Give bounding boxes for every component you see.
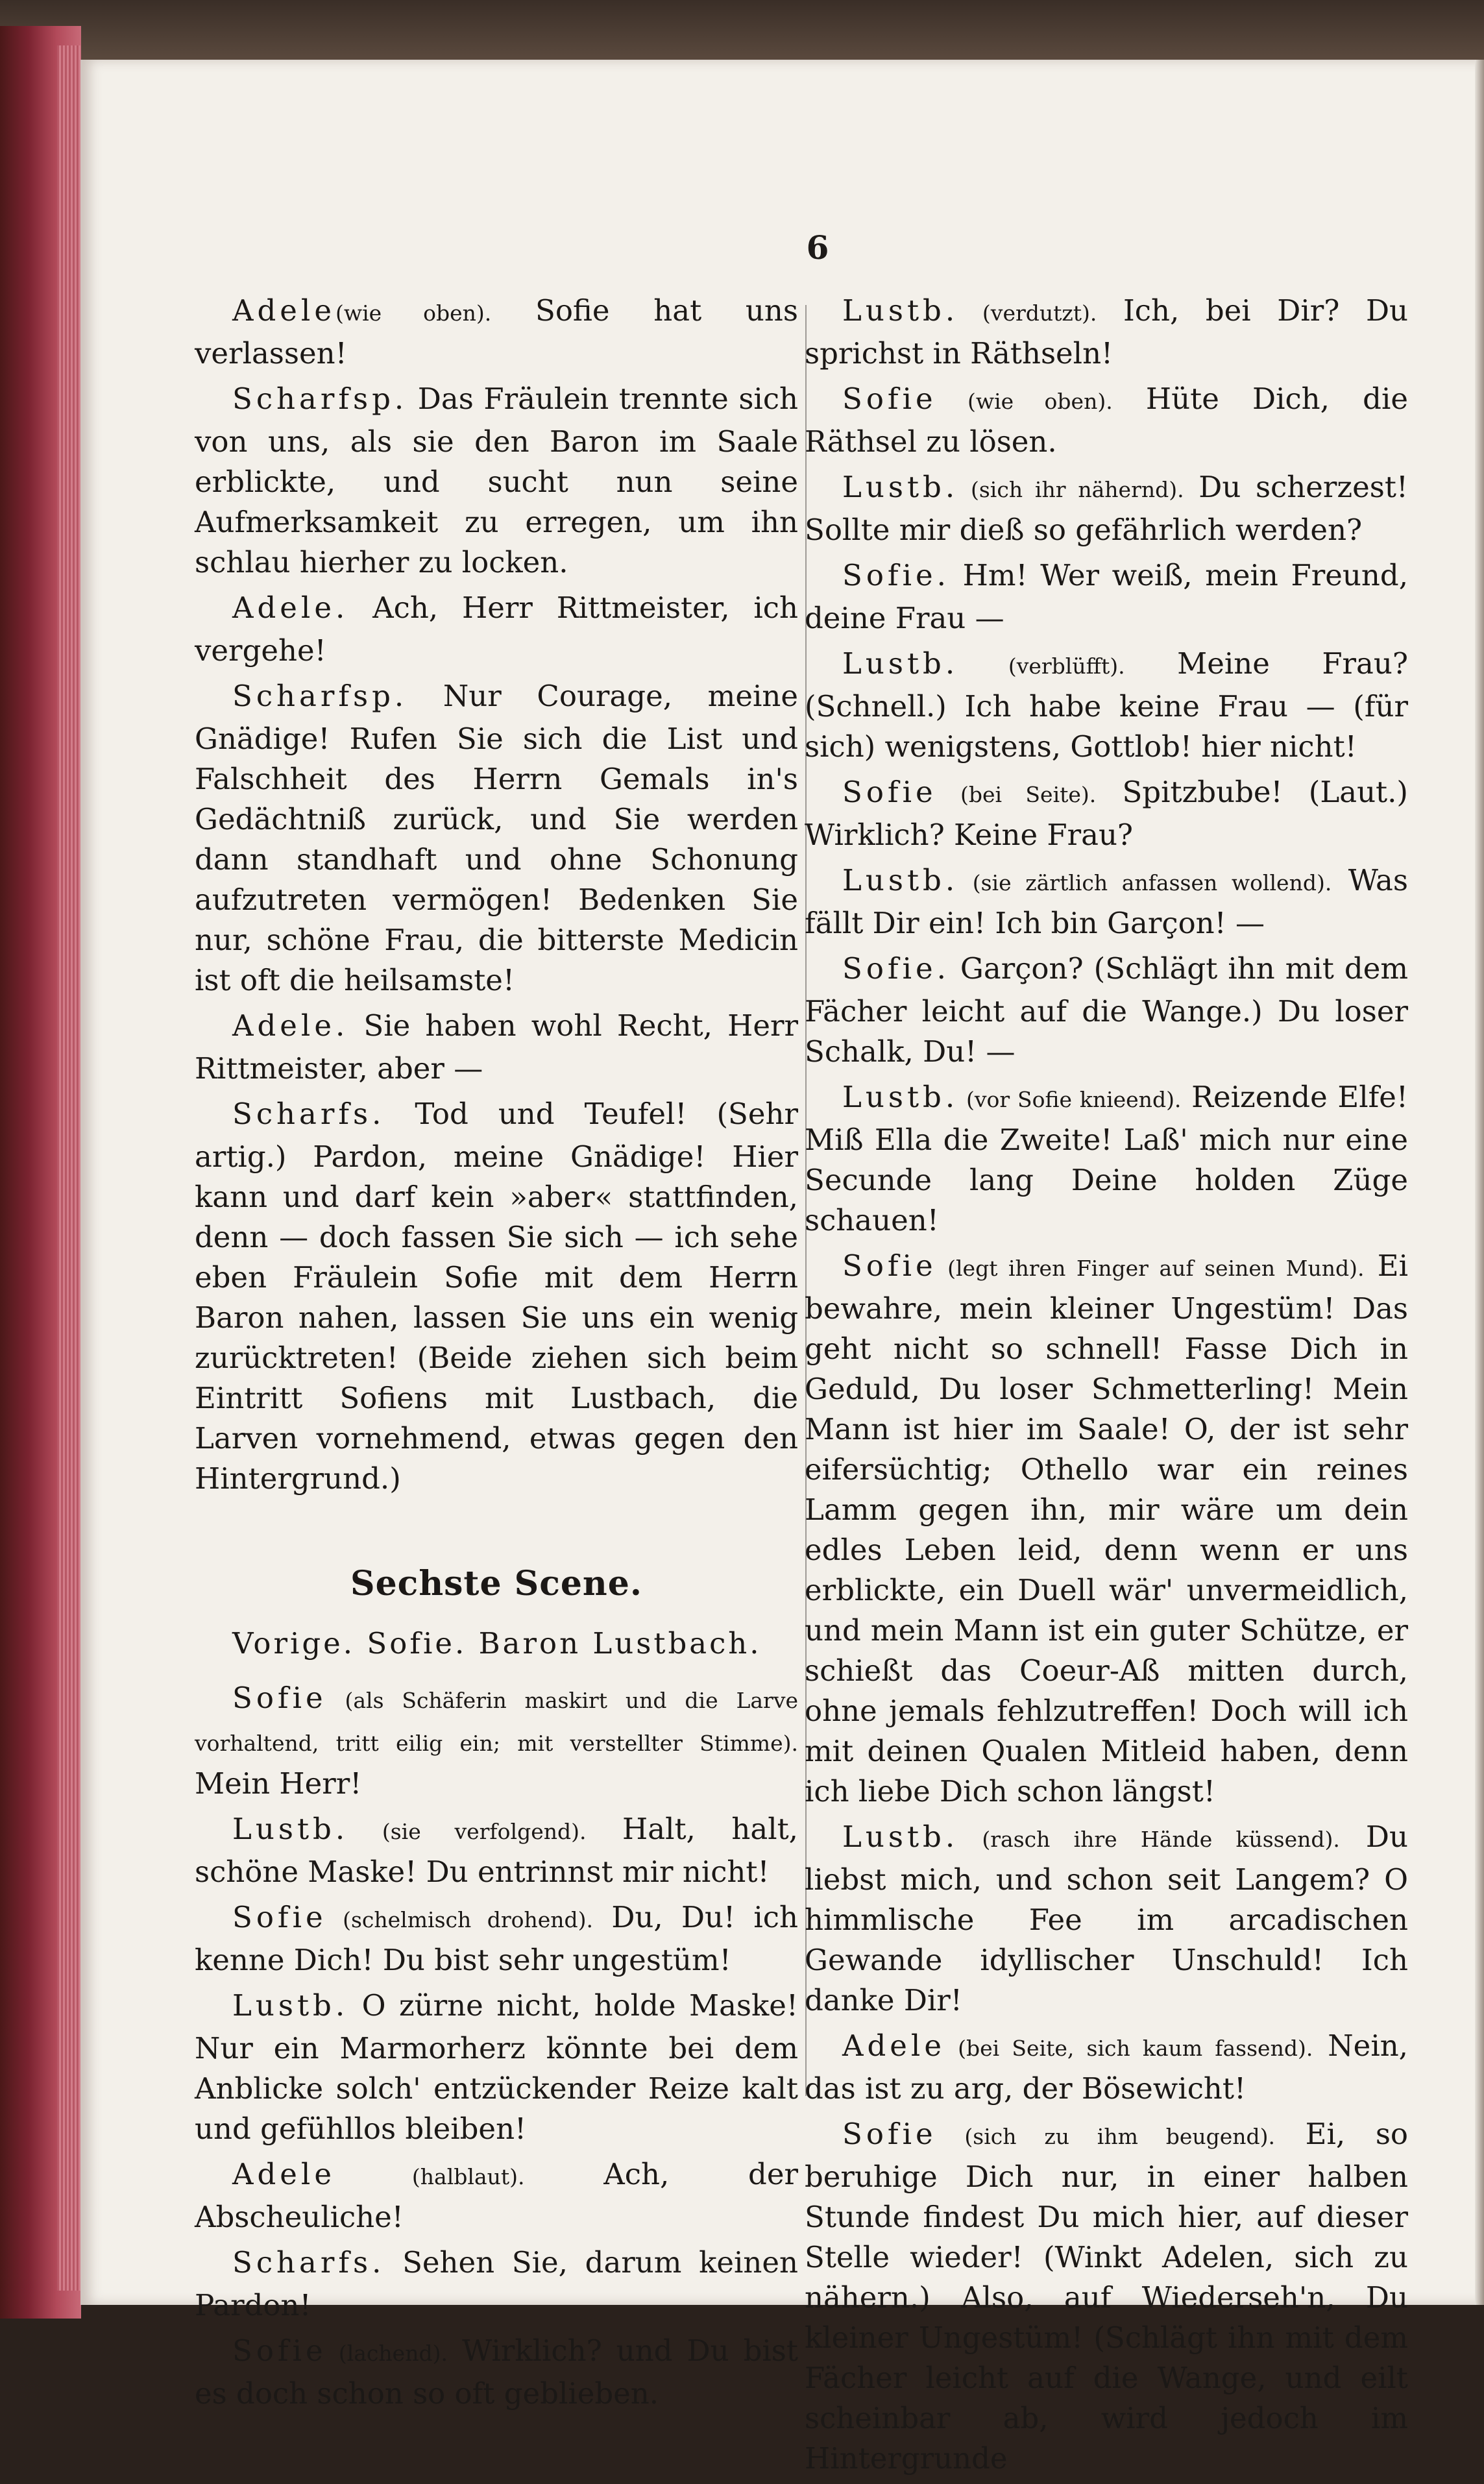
dialogue-paragraph xyxy=(195,2331,798,2414)
left-paragraphs-after-scene xyxy=(195,1678,798,2414)
speaker-name: Adele xyxy=(842,2028,945,2063)
speech-text: Du liebst mich, und schon seit Langem? O himmlische Fee im arcadischen Gewande idyllischer Unschuld! Ich danke Dir! xyxy=(805,1820,1408,2017)
speaker-name: Lustb. xyxy=(842,293,959,328)
stage-direction: (sich zu ihm beugend). xyxy=(936,2124,1276,2149)
stage-direction: (wie oben). xyxy=(335,300,492,326)
speaker-name: Sofie xyxy=(842,1248,937,1283)
stage-direction: (als Schäferin maskirt und die Larve vorhaltend, tritt eilig ein; mit verstellter Stimme). xyxy=(195,1688,798,1756)
dialogue-paragraph xyxy=(195,379,798,583)
dialogue-paragraph xyxy=(195,1809,798,1892)
dialogue-paragraph xyxy=(195,2154,798,2237)
right-paragraphs xyxy=(805,291,1408,2479)
left-paragraphs-before-scene xyxy=(195,291,798,1499)
speaker-name: Lustb. xyxy=(232,1812,349,1846)
left-column xyxy=(195,291,798,2419)
dialogue-paragraph xyxy=(805,1817,1408,2021)
speech-text: Wirklich? und Du bist es doch schon so oft geblieben. xyxy=(195,2333,798,2411)
speech-text: Sehen Sie, darum keinen Pardon! xyxy=(195,2245,798,2322)
speech-text: Was fällt Dir ein! Ich bin Garçon! — xyxy=(805,863,1408,940)
speaker-name: Lustb. xyxy=(842,863,959,897)
speech-text: Ei bewahre, mein kleiner Ungestüm! Das geht nicht so schnell! Fasse Dich in Geduld, Du loser Schmetterling! Mein Mann ist hier im Saale! O, der ist sehr eifersüchtig; Othello war ein reines Lamm gegen ihn, mir wäre um dein edles Leben leid, denn wenn er uns erblickte, ein Duell wär' unvermeidlich, und mein Mann ist ein guter Schütze, er schießt das Coeur-Aß mitten durch, ohne jemals fehlzutreffen! Doch will ich mit deinen Qualen Mitleid haben, denn ich liebe Dich schon längst! xyxy=(805,1248,1409,1808)
speaker-name: Adele xyxy=(232,2157,335,2191)
speech-text: Sie haben wohl Recht, Herr Rittmeister, aber — xyxy=(195,1008,798,1086)
cast-list: Vorige. Sofie. Baron Lustbach. xyxy=(232,1626,762,1661)
speaker-name: Sofie xyxy=(232,2333,327,2368)
dialogue-paragraph xyxy=(195,1897,798,1980)
dialogue-paragraph xyxy=(195,1006,798,1089)
dialogue-paragraph xyxy=(805,644,1408,767)
speech-text: Nur Courage, meine Gnädige! Rufen Sie sich die List und Falschheit des Herrn Gemals in's Gedächtniß zurück, und Sie werden dann standhaft und ohne Schonung aufzutreten vermögen! Bedenken Sie nur, schöne Frau, die bitterste Medicin ist oft die heilsamste! xyxy=(195,679,798,997)
dialogue-paragraph xyxy=(805,2114,1408,2479)
speaker-name: Sofie xyxy=(842,2117,937,2151)
stage-direction: (bei Seite, sich kaum fassend). xyxy=(945,2036,1313,2061)
speech-text: Spitzbube! (Laut.) Wirklich? Keine Frau? xyxy=(805,775,1408,852)
book-binding-top xyxy=(0,0,1484,62)
speech-text: O zürne nicht, holde Maske! Nur ein Marmorherz könnte bei dem Anblicke solch' entzückender Reize kalt und gefühllos bleiben! xyxy=(195,1988,798,2146)
stage-direction: (sich ihr nähernd). xyxy=(958,477,1184,502)
right-column xyxy=(805,291,1408,2484)
stage-direction: (sie zärtlich anfassen wollend). xyxy=(958,870,1332,895)
stage-direction: (vor Sofie knieend). xyxy=(958,1087,1182,1112)
speaker-name: Scharfsp. xyxy=(232,679,408,713)
dialogue-paragraph xyxy=(195,676,798,1001)
dialogue-paragraph xyxy=(195,588,798,671)
speech-text: Hüte Dich, die Räthsel zu lösen. xyxy=(805,382,1408,459)
dialogue-paragraph xyxy=(805,949,1408,1072)
speech-text: Nein, das ist zu arg, der Bösewicht! xyxy=(805,2028,1408,2106)
speaker-name: Sofie xyxy=(842,382,937,416)
stage-direction: (rasch ihre Hände küssend). xyxy=(958,1827,1340,1852)
speech-text: Meine Frau? (Schnell.) Ich habe keine Frau — (für sich) wenigstens, Gottlob! hier nicht! xyxy=(805,646,1408,764)
speaker-name: Adele xyxy=(232,293,335,328)
speech-text: Garçon? (Schlägt ihn mit dem Fächer leicht auf die Wange.) Du loser Schalk, Du! — xyxy=(805,951,1408,1069)
stage-direction: (legt ihren Finger auf seinen Mund). xyxy=(936,1256,1365,1281)
speaker-name: Adele. xyxy=(232,591,349,625)
dialogue-paragraph xyxy=(805,772,1408,855)
speaker-name: Lustb. xyxy=(842,1820,959,1854)
speech-text: Ach, der Abscheuliche! xyxy=(195,2157,798,2234)
speaker-name: Lustb. xyxy=(842,470,959,504)
speaker-name: Scharfsp. xyxy=(232,382,408,416)
speech-text: Ach, Herr Rittmeister, ich vergehe! xyxy=(195,591,798,668)
dialogue-paragraph xyxy=(195,1094,798,1499)
dialogue-paragraph xyxy=(805,1077,1408,1241)
stage-direction: (halblaut). xyxy=(335,2164,525,2189)
page-right-edge xyxy=(1475,60,1484,2305)
dialogue-paragraph xyxy=(805,860,1408,944)
speaker-name: Adele. xyxy=(232,1008,349,1043)
dialogue-paragraph xyxy=(195,291,798,374)
dialogue-paragraph xyxy=(805,467,1408,550)
stage-direction: (verdutzt). xyxy=(958,300,1097,326)
speech-text: Du scherzest! Sollte mir dieß so gefährlich werden? xyxy=(805,470,1408,547)
dialogue-paragraph xyxy=(805,555,1408,639)
dialogue-paragraph xyxy=(195,1678,798,1804)
speaker-name: Sofie xyxy=(232,1681,327,1715)
speech-text: Tod und Teufel! (Sehr artig.) Pardon, meine Gnädige! Hier kann und darf kein »aber« stattfinden, denn — doch fassen Sie sich — ich sehe eben Fräulein Sofie mit dem Herrn Baron nahen, lassen Sie uns ein wenig zurücktreten! (Beide ziehen sich beim Eintritt Sofiens mit Lustbach, die Larven vornehmend, etwas gegen den Hintergrund.) xyxy=(195,1097,798,1496)
stage-direction: (wie oben). xyxy=(936,389,1113,414)
stage-direction: (lachend). xyxy=(326,2341,448,2366)
speaker-name: Sofie. xyxy=(842,558,950,592)
dialogue-paragraph xyxy=(805,2026,1408,2109)
speech-text: Du, Du! ich kenne Dich! Du bist sehr ungestüm! xyxy=(195,1900,798,1977)
stage-direction: (schelmisch drohend). xyxy=(326,1907,594,1932)
speaker-name: Lustb. xyxy=(842,646,959,681)
dialogue-paragraph xyxy=(195,2243,798,2326)
dialogue-paragraph xyxy=(195,1986,798,2149)
scene-title: Sechste Scene. xyxy=(350,1564,642,1603)
speaker-name: Sofie xyxy=(842,775,937,809)
speech-text: Das Fräulein trennte sich von uns, als sie den Baron im Saale erblickte, und sucht nun seine Aufmerksamkeit zu erregen, um ihn schlau hierher zu locken. xyxy=(195,382,798,579)
speech-text: Sofie hat uns verlassen! xyxy=(195,293,798,371)
stage-direction: (verblüfft). xyxy=(958,653,1125,679)
speaker-name: Sofie. xyxy=(842,951,950,986)
speech-text: Halt, halt, schöne Maske! Du entrinnst mir nicht! xyxy=(195,1812,798,1889)
dialogue-paragraph xyxy=(805,291,1408,374)
dialogue-paragraph xyxy=(805,379,1408,462)
speech-text: Mein Herr! xyxy=(195,1766,362,1801)
speaker-name: Sofie xyxy=(232,1900,327,1934)
dialogue-paragraph xyxy=(805,1246,1408,1812)
page-edges xyxy=(57,45,80,2291)
speaker-name: Scharfs. xyxy=(232,2245,385,2280)
speaker-name: Scharfs. xyxy=(232,1097,385,1131)
stage-direction: (bei Seite). xyxy=(936,782,1097,807)
page-number: 6 xyxy=(806,228,829,267)
stage-direction: (sie verfolgend). xyxy=(348,1819,587,1844)
speech-text: Hm! Wer weiß, mein Freund, deine Frau — xyxy=(805,558,1408,635)
speech-text: Ei, so beruhige Dich nur, in einer halben Stunde findest Du mich hier, auf dieser Stelle wieder! (Winkt Adelen, sich zu nähern.) Also, auf Wiederseh'n, Du kleiner Ungestüm! (Schlägt ihn mit dem Fächer leicht auf die Wange, und eilt scheinbar ab, wird jedoch im Hintergrunde xyxy=(805,2117,1409,2476)
speech-text: Reizende Elfe! Miß Ella die Zweite! Laß' mich nur eine Secunde lang Deine holden Züge schauen! xyxy=(805,1080,1409,1237)
speaker-name: Lustb. xyxy=(232,1988,349,2023)
speaker-name: Lustb. xyxy=(842,1080,959,1114)
speech-text: Ich, bei Dir? Du sprichst in Räthseln! xyxy=(805,293,1408,371)
